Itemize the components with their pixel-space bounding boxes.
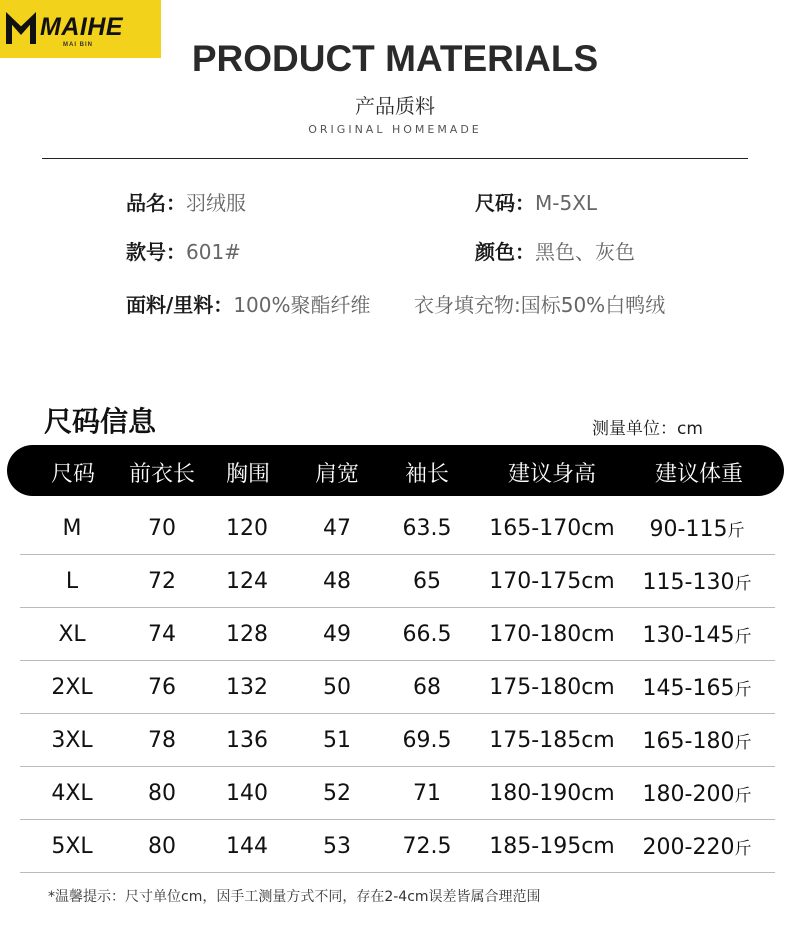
table-cell xyxy=(323,675,351,700)
table-cell xyxy=(51,675,92,700)
cell-value: 144 xyxy=(226,834,268,859)
table-cell xyxy=(403,728,452,753)
cell-value: 72.5 xyxy=(402,834,452,859)
table-cell xyxy=(148,834,176,859)
cell-value: 124 xyxy=(226,569,268,594)
table-cell xyxy=(226,781,268,806)
table-row xyxy=(0,555,790,608)
cell-value: 5XL xyxy=(51,834,93,859)
table-cell xyxy=(148,622,176,647)
weight-unit: 斤 xyxy=(734,627,752,647)
info-filling-value: 衣身填充物:国标50%白鸭绒 xyxy=(414,293,666,317)
info-size xyxy=(475,187,597,216)
table-row xyxy=(0,820,790,873)
header-height: 建议身高 xyxy=(507,462,597,487)
logo-brand-text: MAIHE xyxy=(40,13,124,41)
weight-unit: 斤 xyxy=(734,839,752,859)
table-cell xyxy=(643,834,752,860)
row-divider xyxy=(20,872,775,873)
cell-value: 66.5 xyxy=(402,622,452,647)
table-cell xyxy=(643,781,752,807)
info-style-value: 601# xyxy=(186,240,241,264)
subtitle-en: ORIGINAL HOMEMADE xyxy=(308,123,482,136)
table-cell xyxy=(413,675,441,700)
cell-value: 76 xyxy=(148,675,176,700)
table-cell xyxy=(226,569,268,594)
page-title: PRODUCT MATERIALS xyxy=(191,38,599,79)
table-cell xyxy=(66,569,78,594)
table-cell xyxy=(58,622,85,647)
table-cell xyxy=(643,622,752,648)
cell-value: 140 xyxy=(226,781,268,806)
cell-value: 165-170cm xyxy=(489,516,615,541)
table-cell xyxy=(148,728,176,753)
cell-value: 165-180 xyxy=(642,729,735,754)
cell-value: 180-190cm xyxy=(489,781,615,806)
cell-value: 49 xyxy=(323,622,351,647)
table-header xyxy=(7,445,784,496)
table-cell xyxy=(403,834,452,859)
cell-value: 80 xyxy=(148,834,176,859)
info-color-value: 黑色、灰色 xyxy=(535,240,635,264)
table-cell xyxy=(403,516,452,541)
table-cell xyxy=(489,834,614,859)
cell-value: 145-165 xyxy=(642,676,735,701)
cell-value: 136 xyxy=(226,728,268,753)
table-cell xyxy=(643,675,752,701)
table-cell xyxy=(413,781,441,806)
info-fabric-key: 面料/里料： xyxy=(126,293,234,317)
table-cell xyxy=(489,516,614,541)
cell-value: 185-195cm xyxy=(489,834,615,859)
cell-value: 65 xyxy=(413,569,441,594)
table-cell xyxy=(489,622,614,647)
size-section-title: 尺码信息 xyxy=(44,405,157,438)
weight-unit: 斤 xyxy=(734,574,752,594)
table-cell xyxy=(489,569,614,594)
cell-value: 90-115 xyxy=(649,517,728,542)
table-cell xyxy=(148,781,176,806)
table-cell xyxy=(148,569,176,594)
table-row xyxy=(0,502,790,555)
subtitle-cn: 产品质料 xyxy=(355,94,435,118)
info-name-key: 品名： xyxy=(126,191,186,215)
cell-value: M xyxy=(62,516,82,541)
table-cell xyxy=(323,834,351,859)
weight-unit: 斤 xyxy=(734,680,752,700)
cell-value: 128 xyxy=(226,622,268,647)
cell-value: 200-220 xyxy=(642,835,735,860)
table-cell xyxy=(226,834,268,859)
table-cell xyxy=(643,728,752,754)
weight-unit: 斤 xyxy=(727,521,745,541)
info-color-key: 颜色： xyxy=(475,240,535,264)
cell-value: 63.5 xyxy=(402,516,452,541)
cell-value: 52 xyxy=(323,781,351,806)
table-cell xyxy=(148,675,176,700)
cell-value: 170-180cm xyxy=(489,622,615,647)
cell-value: 2XL xyxy=(51,675,93,700)
header-shoulder: 肩宽 xyxy=(314,462,360,487)
table-row xyxy=(0,661,790,714)
cell-value: 130-145 xyxy=(642,623,735,648)
table-cell xyxy=(226,675,268,700)
table-cell xyxy=(413,569,441,594)
table-cell xyxy=(226,622,268,647)
cell-value: 74 xyxy=(148,622,176,647)
cell-value: 53 xyxy=(323,834,351,859)
cell-value: 3XL xyxy=(51,728,93,753)
header-front-length: 前衣长 xyxy=(128,462,196,487)
info-style xyxy=(126,236,241,265)
cell-value: 78 xyxy=(148,728,176,753)
table-cell xyxy=(226,728,268,753)
cell-value: 132 xyxy=(226,675,268,700)
table-row xyxy=(0,714,790,767)
table-cell xyxy=(650,516,745,542)
header-sleeve: 袖长 xyxy=(404,462,450,487)
cell-value: 48 xyxy=(323,569,351,594)
cell-value: 80 xyxy=(148,781,176,806)
cell-value: 175-180cm xyxy=(489,675,615,700)
footer-note: *温馨提示：尺寸单位cm，因手工测量方式不同，存在2-4cm误差皆属合理范围 xyxy=(48,889,541,905)
info-style-key: 款号： xyxy=(126,240,186,264)
table-cell xyxy=(323,516,351,541)
table-cell xyxy=(403,622,452,647)
weight-unit: 斤 xyxy=(734,733,752,753)
cell-value: 70 xyxy=(148,516,176,541)
cell-value: 180-200 xyxy=(642,782,735,807)
table-cell xyxy=(489,781,614,806)
info-name-value: 羽绒服 xyxy=(186,191,246,215)
cell-value: 175-185cm xyxy=(489,728,615,753)
info-size-key: 尺码： xyxy=(475,191,535,215)
table-cell xyxy=(323,781,351,806)
header-chest: 胸围 xyxy=(225,462,271,487)
table-row xyxy=(0,767,790,820)
info-name xyxy=(126,187,246,216)
info-filling xyxy=(414,289,665,318)
cell-value: 120 xyxy=(226,516,268,541)
header-weight: 建议体重 xyxy=(654,462,744,487)
divider xyxy=(42,158,748,159)
table-cell xyxy=(323,728,351,753)
cell-value: XL xyxy=(58,622,86,647)
cell-value: 170-175cm xyxy=(489,569,615,594)
cell-value: 72 xyxy=(148,569,176,594)
table-cell xyxy=(148,516,176,541)
cell-value: 50 xyxy=(323,675,351,700)
table-cell xyxy=(51,781,92,806)
table-cell xyxy=(226,516,268,541)
cell-value: 51 xyxy=(323,728,351,753)
table-cell xyxy=(63,516,82,541)
cell-value: 4XL xyxy=(51,781,93,806)
table-row xyxy=(0,608,790,661)
table-cell xyxy=(323,569,351,594)
info-color xyxy=(475,236,635,265)
cell-value: 69.5 xyxy=(402,728,452,753)
info-size-value: M-5XL xyxy=(535,191,598,215)
cell-value: 115-130 xyxy=(642,570,735,595)
weight-unit: 斤 xyxy=(734,786,752,806)
logo-sub-text: MAI BIN xyxy=(63,42,93,48)
info-fabric-value: 100%聚酯纤维 xyxy=(233,293,371,317)
table-cell xyxy=(323,622,351,647)
info-fabric xyxy=(126,289,371,318)
table-cell xyxy=(489,675,614,700)
unit-note: 测量单位：cm xyxy=(592,419,703,439)
cell-value: L xyxy=(65,569,79,594)
table-cell xyxy=(643,569,752,595)
table-cell xyxy=(51,728,92,753)
cell-value: 68 xyxy=(413,675,441,700)
table-cell xyxy=(489,728,614,753)
cell-value: 47 xyxy=(323,516,351,541)
header-size: 尺码 xyxy=(50,462,96,487)
cell-value: 71 xyxy=(413,781,441,806)
table-cell xyxy=(51,834,92,859)
